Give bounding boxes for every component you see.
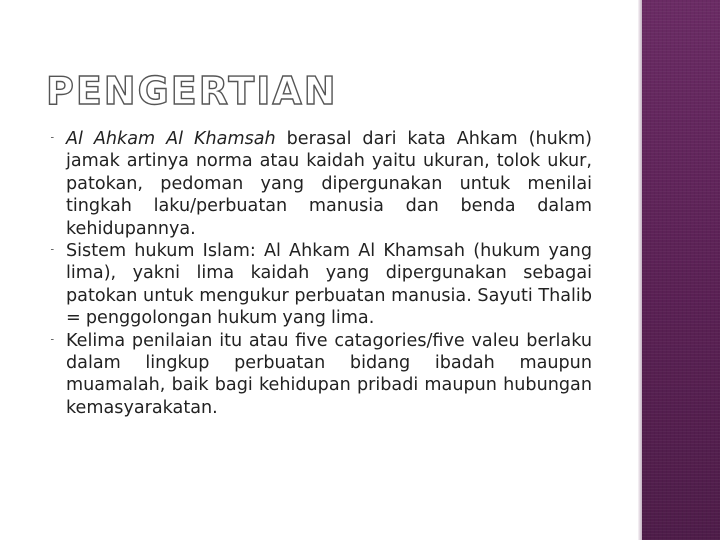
accent-bar xyxy=(642,0,720,540)
slide-title: PENGERTIAN xyxy=(46,69,338,113)
bullet-list xyxy=(46,128,592,419)
bullet-text: Kelima penilaian itu atau five catagories/five valeu berlaku dalam lingkup perbuatan bidang ibadah maupun muamalah, baik bagi kehidupan pribadi maupun hubungan kemasyarakatan. xyxy=(66,330,592,418)
bullet-item xyxy=(46,330,592,420)
bullet-item xyxy=(46,128,592,240)
bullet-icon: ⁃ xyxy=(50,335,55,346)
bullet-icon: ⁃ xyxy=(50,134,55,144)
bullet-text: berasal dari kata Ahkam (hukm) jamak artinya norma atau kaidah yaitu ukuran, tolok ukur, patokan, pedoman yang dipergunakan untuk menilai tingkah laku/perbuatan manusia dan benda dalam kehidupannya. xyxy=(66,129,592,239)
bullet-item xyxy=(46,240,592,330)
bullet-text: Sistem hukum Islam: Al Ahkam Al Khamsah (hukum yang lima), yakni lima kaidah yang dipergunakan sebagai patokan untuk mengukur perbuatan manusia. Sayuti Thalib = penggolongan hukum yang lima. xyxy=(66,241,592,329)
bullet-term: Al Ahkam Al Khamsah xyxy=(66,129,276,149)
bullet-icon: ⁃ xyxy=(50,246,55,257)
